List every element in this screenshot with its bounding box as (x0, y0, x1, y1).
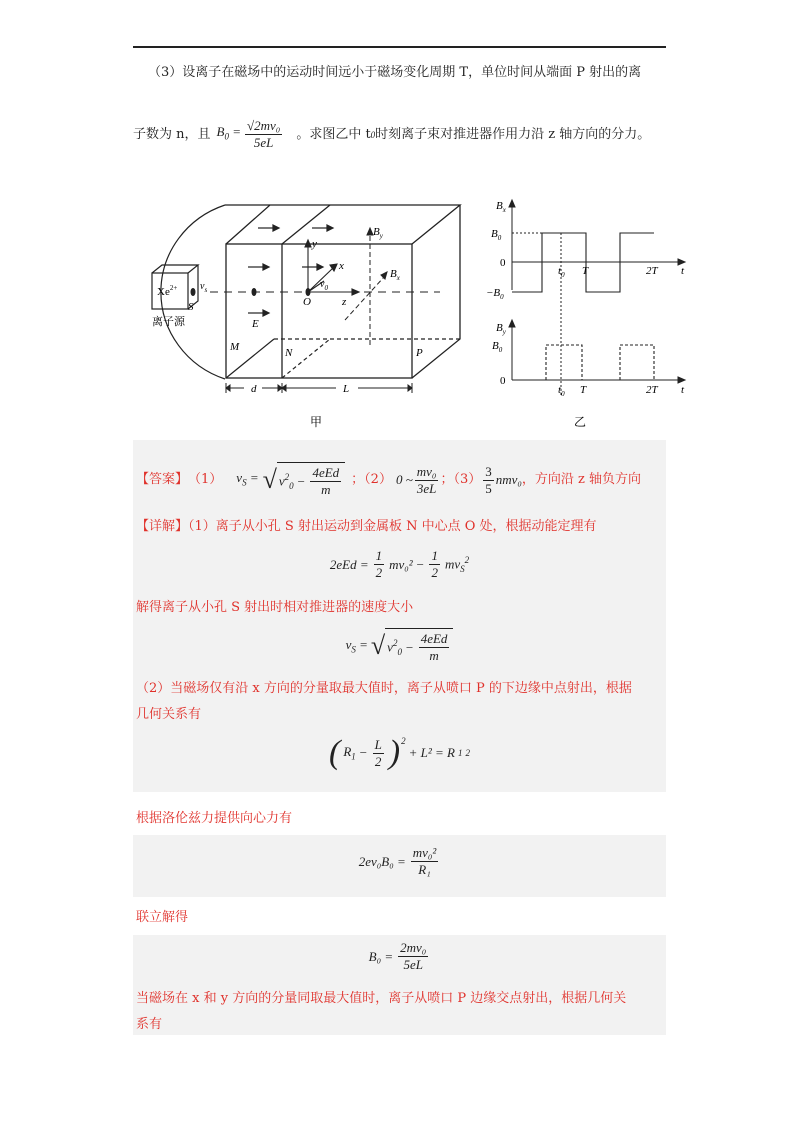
label-o: O (303, 296, 311, 308)
given-b0-symbol: $B_0$ = (216, 124, 241, 142)
graph-by-zero: 0 (500, 375, 506, 387)
graph-by-T: T (580, 384, 587, 396)
detail-line-6a: 当磁场在 x 和 y 方向的分量同取最大值时，离子从喷口 P 边缘交点射出，根据几何关 (136, 991, 627, 1006)
graph-bx-T: T (582, 265, 589, 277)
graph-by-t0: $t_0$ (558, 384, 565, 398)
magnetic-field-arrows (345, 228, 387, 345)
question-line-2: 子数为 n，且 $B_0$ = $\frac{\text{√2mv₀}}{5eL}$ 。求图乙中 t 0 时刻离子束对推进器作用力沿 z 轴方向的分力。 (133, 118, 651, 150)
label-m: M (230, 341, 240, 353)
eq-energy: 2eEd = $\frac{1}{2}$ mv₀² − $\frac{1}{2}$ $mv_S^2$ (329, 548, 470, 580)
answer-tag: 【答案】 (136, 472, 189, 487)
graph-by-2T: 2T (646, 384, 658, 396)
graph-bx-b0: $B_0$ (491, 228, 502, 242)
detail-line-1: 【详解】（1）离子从小孔 S 射出运动到金属板 N 中心点 O 处，根据动能定理有 (136, 519, 597, 534)
graph-bx-ylabel: $B_x$ (496, 200, 506, 214)
question-line-2-pre: 子数为 n，且 (133, 126, 211, 142)
ion-source-cube-top (152, 265, 198, 273)
graph-bx-t: t (681, 265, 685, 277)
eq-lorentz: 2ev₀B₀ = $\frac{\text{mv₀²}}{\text{R₁}}$ (358, 845, 437, 877)
label-l: L (343, 383, 350, 395)
given-b0-numerator: √2mv₀ (247, 118, 281, 133)
label-s: S (188, 301, 194, 313)
label-n: N (285, 347, 293, 359)
label-by: $B_y$ (373, 226, 383, 240)
answer-sqrt: √ $v^2_0$ − $\frac{\text{4eEd}}{m}$ (263, 462, 346, 498)
eq-b0: B₀ = $\frac{\text{2mv₀}}{5eL}$ (368, 940, 427, 972)
eq-geometry-1: ( $R_1$ − $\frac{L}{2}$ ) $^2$ + L² = R 1 2 (329, 734, 470, 771)
plate-n-top (282, 205, 330, 244)
detail-line-6b: 系有 (136, 1017, 163, 1032)
detail-line-4: 根据洛伦兹力提供向心力有 (136, 811, 293, 826)
graph-by-pulse-1 (546, 345, 582, 380)
label-p: P (416, 347, 423, 359)
graph-bx-axes (509, 200, 685, 290)
graph-by-pulse-2 (620, 345, 654, 380)
question-line-1: （3）设离子在磁场中的运动时间远小于磁场变化周期 T，单位时间从端面 P 射出的离 (148, 65, 642, 80)
answer-p3-frac: $\frac{3}{5}$ (485, 463, 492, 496)
detail-line-3b: 几何关系有 (136, 707, 202, 722)
chamber-top-face (226, 205, 460, 244)
graph-by-ylabel: $B_y$ (496, 322, 506, 336)
axis-y-label: y (312, 238, 317, 250)
axis-z-label: z (342, 296, 347, 308)
answer-range-frac: $\frac{\text{mv₀}}{3eL}$ (416, 463, 437, 496)
ion-dot-s (191, 288, 196, 296)
question-line-2-tail: 时刻离子束对推进器作用力沿 z 轴方向的分力。 (375, 126, 651, 142)
caption-yi: 乙 (574, 415, 587, 429)
label-e: E (252, 318, 259, 330)
answer-line (136, 462, 641, 498)
given-b0-denominator: 5eL (253, 135, 274, 150)
graph-by-t: t (681, 384, 685, 396)
answer-sep-1: ；（2） (351, 472, 392, 487)
answer-p3-tail: ，方向沿 z 轴负方向 (521, 472, 642, 487)
graph-bx-2T: 2T (646, 265, 658, 277)
e-field-arrows (248, 225, 333, 316)
label-bx: $B_x$ (390, 268, 400, 282)
answer-range-start: 0 ~ (395, 472, 413, 487)
graph-bx-zero: 0 (500, 257, 506, 269)
ion-source-label: 离子源 (152, 315, 185, 328)
detail-line-3a: （2）当磁场仅有沿 x 方向的分量取最大值时，离子从喷口 P 的下边缘中点射出，根据 (136, 681, 632, 696)
label-d: d (251, 383, 257, 395)
label-vs: $v_s$ (200, 281, 208, 294)
graph-by-axes (509, 320, 685, 383)
detail-line-2: 解得离子从小孔 S 射出时相对推进器的速度大小 (136, 600, 414, 615)
graph-bx-t0: $t_0$ (558, 265, 565, 279)
answer-vs: $v_S$ = (236, 469, 259, 488)
detail-line-5: 联立解得 (136, 910, 189, 925)
figure-jia-yi (140, 195, 700, 435)
ion-dot-e (252, 288, 257, 296)
caption-jia: 甲 (310, 415, 323, 429)
axis-x-label: x (339, 260, 344, 272)
question-line-2-post: 。求图乙中 t (296, 126, 371, 142)
answer-p3-expr: nmv₀ (495, 472, 522, 487)
chamber-front-face (226, 244, 412, 378)
eq-vs: $v_S$ = √ $v^2_0$ − $\frac{\text{4eEd}}{m}$ (133, 628, 666, 664)
graph-by-b0: $B_0$ (492, 340, 503, 354)
graph-bx-neg-b0: $-B_0$ (486, 287, 504, 301)
given-b0-fraction (245, 118, 282, 151)
header-rule (133, 46, 666, 48)
xe-label: $Xe^{2+}$ (157, 284, 178, 298)
answer-sep-2: ；（3） (440, 472, 482, 487)
label-v0: $v_0$ (320, 279, 328, 292)
answer-part-1: （1） (188, 472, 223, 487)
